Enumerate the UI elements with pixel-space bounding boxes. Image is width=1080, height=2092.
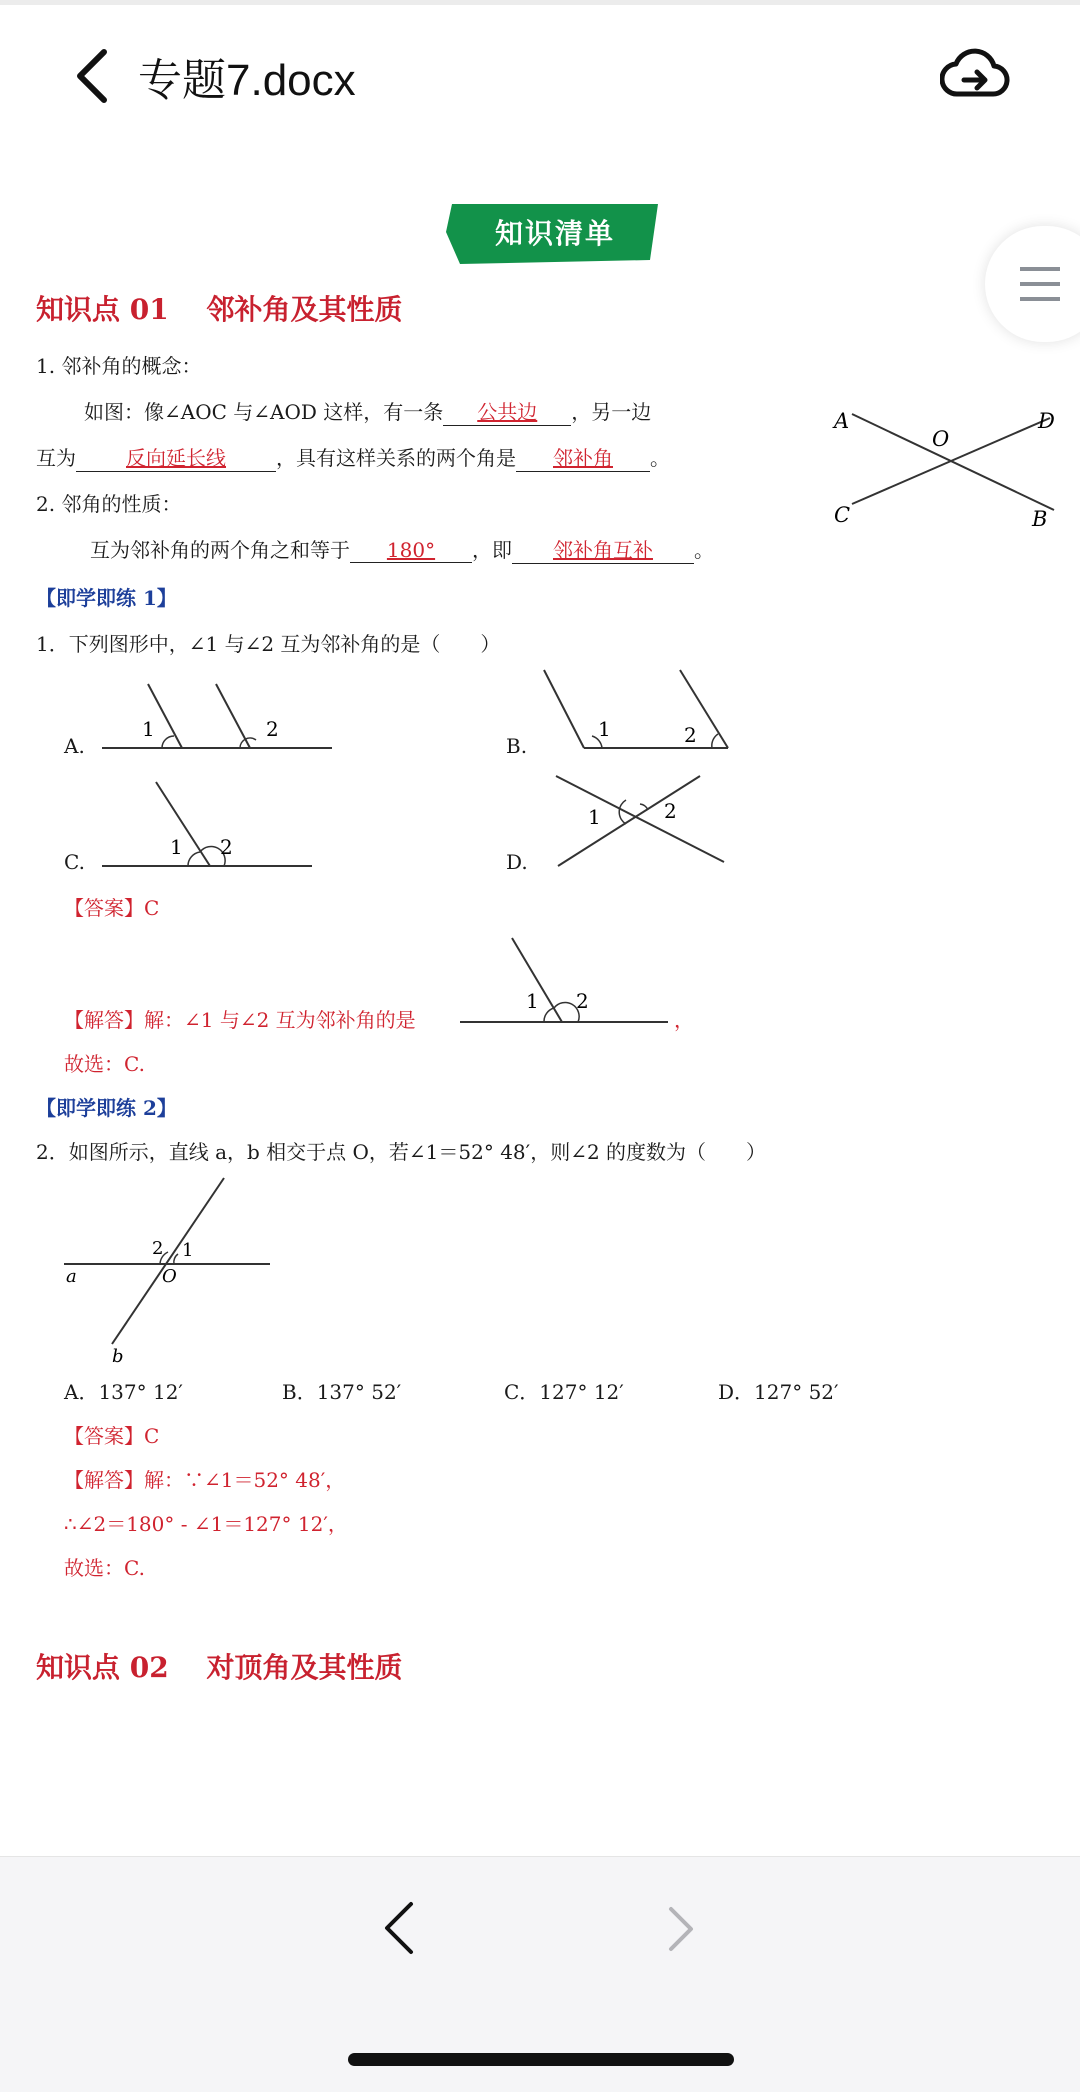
angle-label: 1 xyxy=(142,717,155,741)
fill-blank: 邻补角互补 xyxy=(512,534,694,564)
text: 。 xyxy=(650,446,670,470)
choose-1: 故选：C. xyxy=(64,1052,145,1076)
figure-lines-a-b xyxy=(60,1172,276,1368)
menu-icon[interactable] xyxy=(1018,266,1062,302)
text: ，具有这样关系的两个角是 xyxy=(276,446,516,470)
text: ，即 xyxy=(472,538,512,562)
section-heading-kp1: 知识点 01 邻补角及其性质 xyxy=(36,293,403,326)
angle-label: 2 xyxy=(664,799,677,823)
banner-label: 知识清单 xyxy=(494,217,615,250)
angle-label: 1 xyxy=(526,989,539,1013)
label-O: O xyxy=(162,1266,177,1287)
question-2: 2．如图所示，直线 a，b 相交于点 O，若∠1＝52° 48′，则∠2 的度数为（ ） xyxy=(36,1140,767,1164)
answer-2: 【答案】C xyxy=(64,1424,160,1448)
angle-label: 1 xyxy=(588,805,601,829)
label-a: a xyxy=(66,1266,77,1287)
option-c-figure xyxy=(100,778,316,870)
chevron-right-icon[interactable] xyxy=(667,1905,695,1953)
label-O: O xyxy=(932,427,950,451)
document-title: 专题7.docx xyxy=(138,56,356,105)
text: 互为 xyxy=(36,446,76,470)
choice-a: A．137° 12′ xyxy=(64,1380,183,1404)
cloud-upload-icon[interactable] xyxy=(940,44,1010,104)
text: 如图：像∠AOC 与∠AOD 这样，有一条 xyxy=(84,400,444,424)
chevron-left-icon[interactable] xyxy=(383,1900,415,1956)
option-a-label: A. xyxy=(64,734,85,758)
answer-1: 【答案】C xyxy=(64,896,160,920)
property-title: 2. 邻角的性质： xyxy=(36,492,182,516)
option-c-label: C. xyxy=(64,850,85,874)
section-heading-kp2: 知识点 02 对顶角及其性质 xyxy=(36,1651,403,1684)
option-d-label: D. xyxy=(506,850,528,874)
angle-label: 2 xyxy=(220,835,233,859)
text: 。 xyxy=(694,538,714,562)
angle-label: 2 xyxy=(576,989,589,1013)
practice-label-2: 【即学即练 2】 xyxy=(36,1096,177,1120)
figure-intersecting-lines xyxy=(822,400,1072,536)
angle-label: 1 xyxy=(182,1240,194,1261)
choice-b: B．137° 52′ xyxy=(282,1380,402,1404)
choice-c: C．127° 12′ xyxy=(504,1380,624,1404)
angle-label: 2 xyxy=(266,717,279,741)
solution-2-line-3: 故选：C. xyxy=(64,1556,145,1580)
fill-blank: 180° xyxy=(350,538,472,563)
home-indicator[interactable] xyxy=(348,2053,734,2066)
question-1: 1．下列图形中，∠1 与∠2 互为邻补角的是（ ） xyxy=(36,632,501,656)
option-a-figure xyxy=(100,680,334,752)
property-line-1 xyxy=(90,534,714,564)
solution-2-line-2: ∴∠2＝180° ‑ ∠1＝127° 12′， xyxy=(64,1512,348,1536)
angle-label: 2 xyxy=(152,1238,164,1259)
angle-label: 1 xyxy=(170,835,183,859)
concept-line-1 xyxy=(84,396,651,426)
text: 互为邻补角的两个角之和等于 xyxy=(90,538,350,562)
choice-d: D．127° 52′ xyxy=(718,1380,839,1404)
status-strip xyxy=(0,0,1080,5)
fill-blank: 公共边 xyxy=(443,396,571,426)
label-D: D xyxy=(1038,409,1055,433)
label-C: C xyxy=(834,503,851,527)
label-b: b xyxy=(112,1346,124,1367)
practice-label-1: 【即学即练 1】 xyxy=(36,586,177,610)
option-b-figure xyxy=(540,666,736,752)
solution-2-line-1: 【解答】解：∵∠1＝52° 48′， xyxy=(64,1468,346,1492)
solution-end: ， xyxy=(674,1008,694,1032)
solution-figure xyxy=(458,934,672,1026)
option-d-figure xyxy=(552,770,738,870)
solution-1: 【解答】解：∠1 与∠2 互为邻补角的是 xyxy=(64,1008,416,1032)
concept-line-2 xyxy=(36,442,670,472)
label-A: A xyxy=(834,409,850,433)
fill-blank: 反向延长线 xyxy=(76,442,276,472)
angle-label: 2 xyxy=(684,723,697,747)
label-B: B xyxy=(1032,507,1048,531)
text: ，另一边 xyxy=(571,400,652,424)
concept-title: 1. 邻补角的概念： xyxy=(36,354,202,378)
option-b-label: B. xyxy=(506,734,528,758)
chevron-left-icon[interactable] xyxy=(72,48,112,104)
fill-blank: 邻补角 xyxy=(516,442,650,472)
angle-label: 1 xyxy=(598,717,611,741)
